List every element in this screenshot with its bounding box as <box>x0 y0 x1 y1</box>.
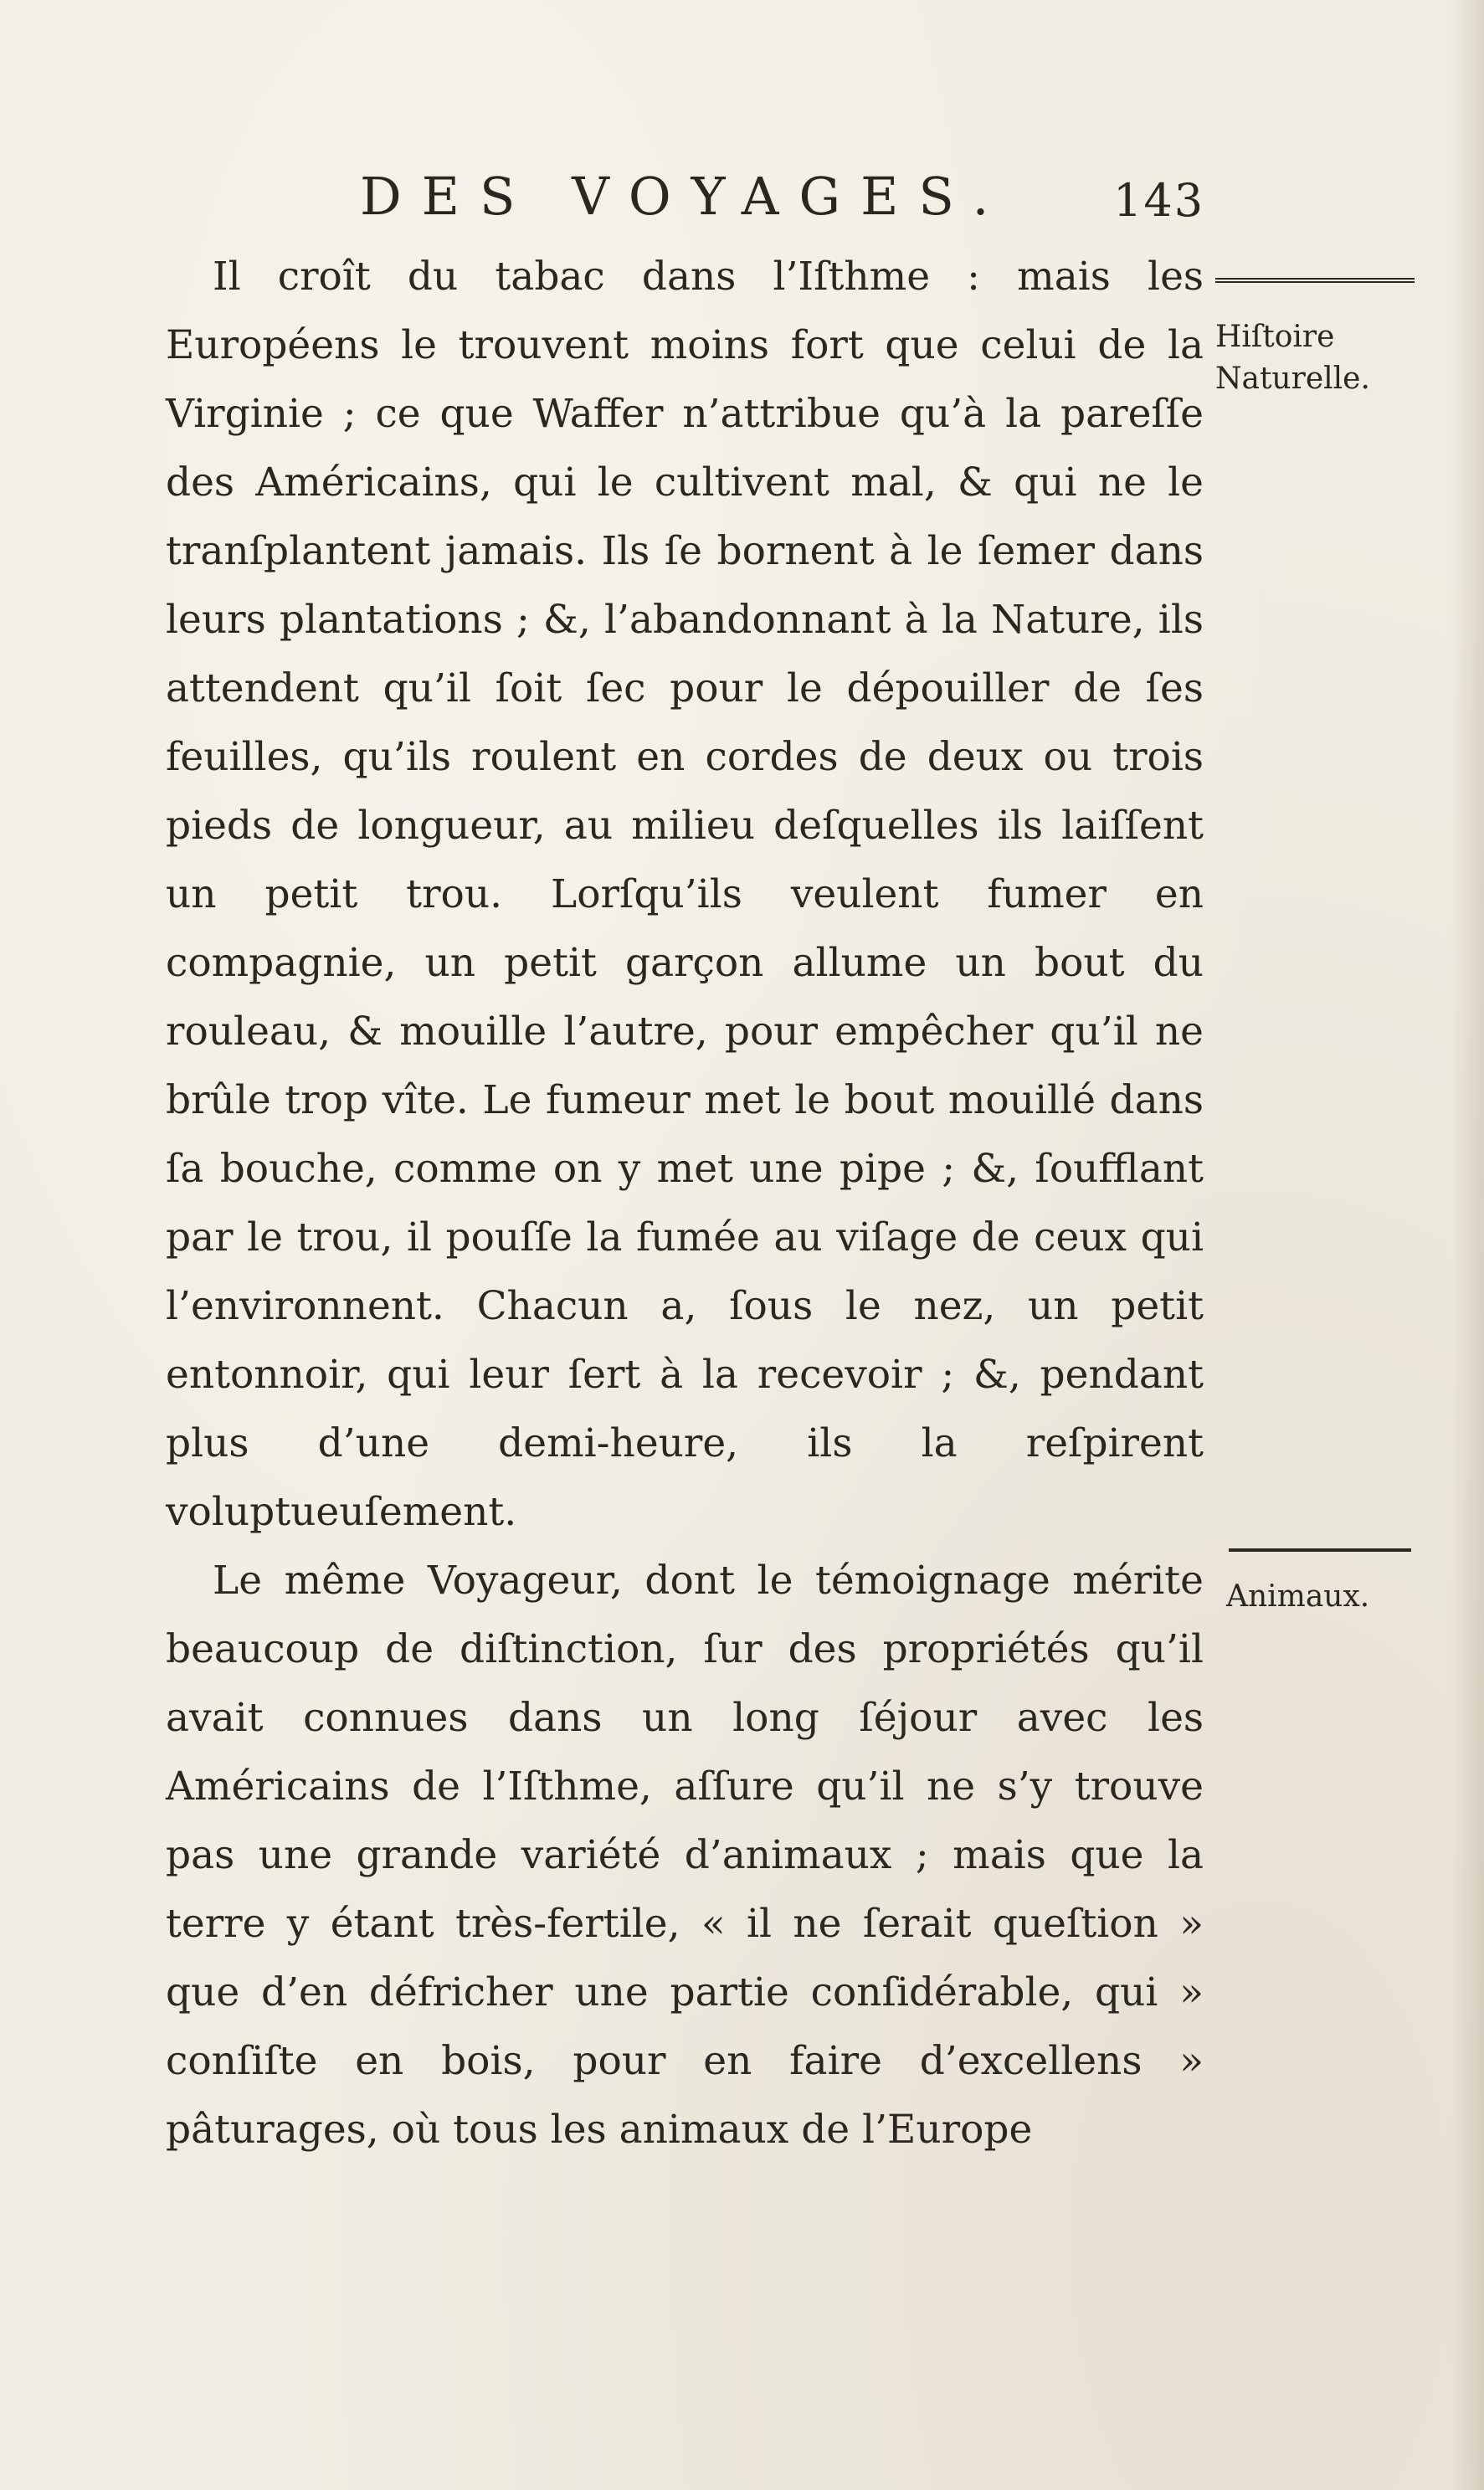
page-number: 143 <box>1113 174 1205 227</box>
running-title: DES VOYAGES. <box>360 166 1009 227</box>
page-edge-shadow <box>1451 0 1484 2490</box>
margin-note-histoire-naturelle: Hiſtoire Naturelle. <box>1215 320 1370 396</box>
page-header <box>360 163 1205 230</box>
margin-note-rule <box>1229 1548 1411 1552</box>
paragraph-animals: Le même Voyageur, dont le témoignage mérite beaucoup de diſtinction, ſur des propriétés qu’il avait connues dans un long ſéjour avec les Américains de l’Iſthme, aſſure qu’il ne s’y trouve pas une grande variété d’animaux ; mais que la terre y étant très-fertile, « il ne ſerait queſtion » que d’en défricher une partie conſidérable, qui » conſiſte en bois, pour en faire d’excellens » pâturages, où tous les animaux de l’Europe <box>166 1558 1204 2153</box>
body-text <box>166 243 1204 2164</box>
margin-note-animaux: Animaux. <box>1226 1579 1370 1614</box>
paragraph-tobacco: Il croît du tabac dans l’Iſthme : mais les Européens le trouvent moins fort que celui de la Virginie ; ce que Waffer n’attribue qu’à la pareſſe des Américains, qui le cultivent mal, & qui ne le tranſplantent jamais. Ils ſe bornent à le ſemer dans leurs plantations ; &, l’abandonnant à la Nature, ils attendent qu’il ſoit ſec pour le dépouiller de ſes feuilles, qu’ils roulent en cordes de deux ou trois pieds de longueur, au milieu deſquelles ils laiſſent un petit trou. Lorſqu’ils veulent fumer en compagnie, un petit garçon allume un bout du rouleau, & mouille l’autre, pour empêcher qu’il ne brûle trop vîte. Le fumeur met le bout mouillé dans ſa bouche, comme on y met une pipe ; &, ſoufflant par le trou, il pouſſe la fumée au viſage de ceux qui l’environnent. Chacun a, ſous le nez, un petit entonnoir, qui leur ſert à la recevoir ; &, pendant plus d’une demi-heure, ils la reſpirent voluptueuſement. <box>166 254 1204 1535</box>
margin-note-rule <box>1215 278 1415 291</box>
